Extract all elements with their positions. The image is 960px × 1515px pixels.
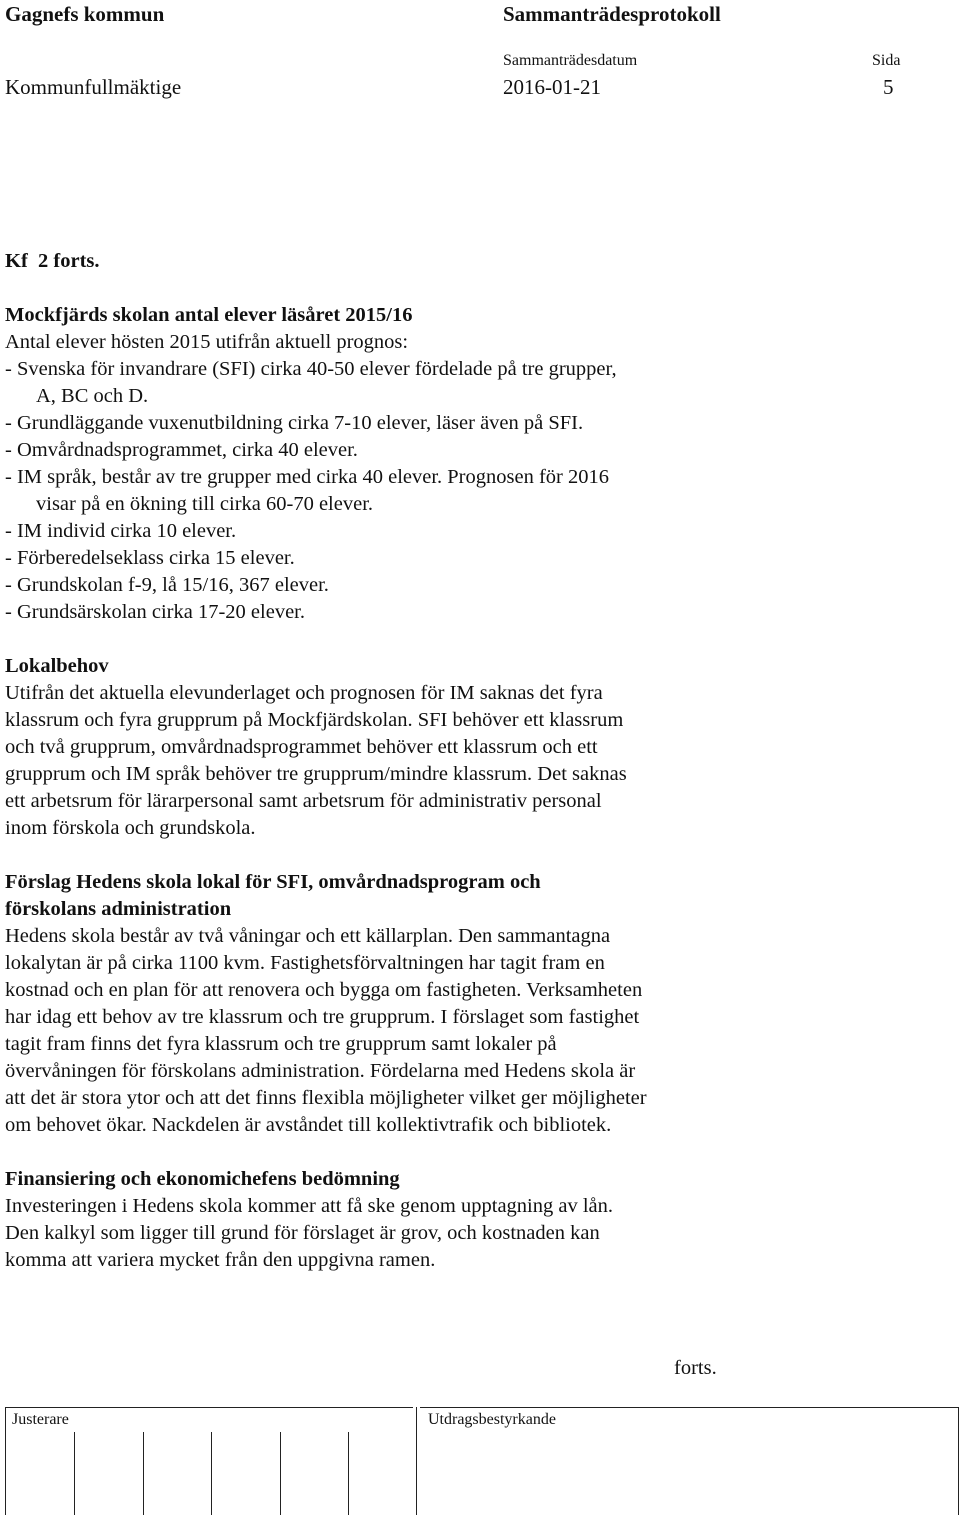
footer-border — [5, 1407, 6, 1515]
paragraph-line: klassrum och fyra grupprum på Mockfjärdskolan. SFI behöver ett klassrum — [5, 709, 624, 731]
paragraph-line: har idag ett behov av tre klassrum och tre grupprum. I förslaget som fastighet — [5, 1006, 640, 1028]
lokalbehov-section — [5, 653, 627, 842]
page-label: Sida — [872, 52, 901, 69]
justerare-label: Justerare — [12, 1411, 69, 1428]
footer-border — [416, 1407, 417, 1515]
list-item: - Grundskolan f-9, lå 15/16, 367 elever. — [5, 574, 329, 596]
finansiering-section — [5, 1166, 613, 1274]
paragraph-line: Utifrån det aktuella elevunderlaget och prognosen för IM saknas det fyra — [5, 682, 603, 704]
paragraph-line: att det är stora ytor och att det finns flexibla möjligheter vilket ger möjligheter — [5, 1087, 647, 1109]
body-name: Kommunfullmäktige — [5, 75, 182, 99]
signature-cell-divider — [280, 1432, 281, 1515]
footer-divider-right — [420, 1407, 958, 1408]
paragraph-line: inom förskola och grundskola. — [5, 817, 256, 839]
paragraph-line: kostnad och en plan för att renovera och bygga om fastigheten. Verksamheten — [5, 979, 643, 1001]
paragraph-line: tagit fram finns det fyra klassrum och tre grupprum samt lokaler på — [5, 1033, 557, 1055]
signature-cell-divider — [211, 1432, 212, 1515]
footer-divider-left — [5, 1407, 413, 1408]
municipality-name: Gagnefs kommun — [5, 2, 165, 26]
page-number: 5 — [883, 75, 894, 99]
list-item: - Grundläggande vuxenutbildning cirka 7-10 elever, läser även på SFI. — [5, 412, 584, 434]
footer-border — [958, 1407, 959, 1515]
section-heading: Kf 2 forts. — [5, 250, 100, 272]
signature-cell-divider — [348, 1432, 349, 1515]
list-item: - IM språk, består av tre grupper med cirka 40 elever. Prognosen för 2016 — [5, 466, 609, 488]
signature-cell-divider — [143, 1432, 144, 1515]
list-item: - Förberedelseklass cirka 15 elever. — [5, 547, 295, 569]
students-title: Mockfjärds skolan antal elever läsåret 2015/16 — [5, 304, 413, 326]
paragraph-line: komma att variera mycket från den uppgivna ramen. — [5, 1249, 436, 1271]
paragraph-line: ett arbetsrum för lärarpersonal samt arbetsrum för administrativ personal — [5, 790, 602, 812]
students-intro: Antal elever hösten 2015 utifrån aktuell prognos: — [5, 331, 409, 353]
list-item: - Grundsärskolan cirka 17-20 elever. — [5, 601, 305, 623]
list-item: - Svenska för invandrare (SFI) cirka 40-50 elever fördelade på tre grupper, — [5, 358, 617, 380]
list-item: - IM individ cirka 10 elever. — [5, 520, 237, 542]
paragraph-line: Den kalkyl som ligger till grund för förslaget är grov, och kostnaden kan — [5, 1222, 600, 1244]
signature-cell-divider — [74, 1432, 75, 1515]
forslag-heading: förskolans administration — [5, 898, 232, 920]
document-type: Sammanträdesprotokoll — [503, 2, 721, 26]
forslag-section — [5, 869, 647, 1139]
students-section — [5, 302, 617, 626]
continues-label: forts. — [674, 1357, 717, 1379]
paragraph-line: lokalytan är på cirka 1100 kvm. Fastighetsförvaltningen har tagit fram en — [5, 952, 605, 974]
lokalbehov-heading: Lokalbehov — [5, 655, 109, 677]
date-label: Sammanträdesdatum — [503, 52, 638, 69]
paragraph-line: och två grupprum, omvårdnadsprogrammet behöver ett klassrum och ett — [5, 736, 598, 758]
finansiering-heading: Finansiering och ekonomichefens bedömning — [5, 1168, 400, 1190]
forslag-heading: Förslag Hedens skola lokal för SFI, omvårdnadsprogram och — [5, 871, 541, 893]
paragraph-line: grupprum och IM språk behöver tre grupprum/mindre klassrum. Det saknas — [5, 763, 627, 785]
list-item: A, BC och D. — [36, 385, 149, 407]
paragraph-line: om behovet ökar. Nackdelen är avståndet till kollektivtrafik och bibliotek. — [5, 1114, 612, 1136]
paragraph-line: övervåningen för förskolans administration. Fördelarna med Hedens skola är — [5, 1060, 636, 1082]
meeting-date: 2016-01-21 — [503, 75, 601, 99]
list-item: visar på en ökning till cirka 60-70 elever. — [36, 493, 374, 515]
paragraph-line: Investeringen i Hedens skola kommer att få ske genom upptagning av lån. — [5, 1195, 614, 1217]
list-item: - Omvårdnadsprogrammet, cirka 40 elever. — [5, 439, 358, 461]
utdragsbestyrkande-label: Utdragsbestyrkande — [428, 1411, 556, 1428]
paragraph-line: Hedens skola består av två våningar och ett källarplan. Den sammantagna — [5, 925, 611, 947]
